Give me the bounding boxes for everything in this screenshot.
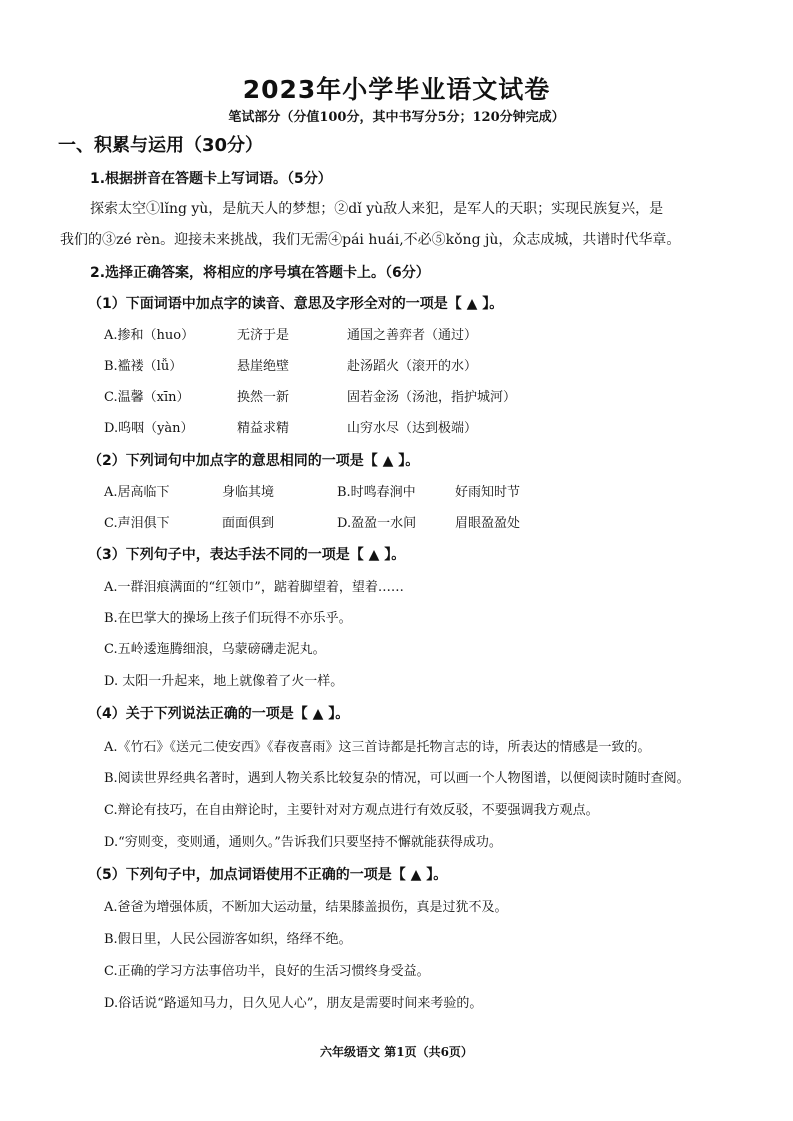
subquestion-3-option-a: A.一群泪痕满面的“红领巾”，踮着脚望着，望着……: [104, 580, 404, 595]
subquestion-5-option-c: C.正确的学习方法事倍功半，良好的生活习惯终身受益。: [104, 964, 430, 979]
page-footer: 六年级语文 第1页（共6页）: [320, 1045, 473, 1059]
subquestion-4-option-a: A.《竹石》《送元二使安西》《春夜喜雨》这三首诗都是托物言志的诗，所表达的情感是一致的。: [104, 740, 651, 755]
option-cell: 通国之善弈者（通过）: [347, 328, 478, 343]
question-1-text-line-1: 探索太空①lǐng yù，是航天人的梦想；②dǐ yù敌人来犯，是军人的天职；实现民族复兴，是: [90, 201, 664, 217]
subquestion-3-option-d: D. 太阳一升起来，地上就像着了火一样。: [104, 674, 344, 689]
option-cell: A.居高临下: [104, 485, 170, 500]
subquestion-2-row-1: [104, 481, 520, 500]
subquestion-5-option-d: D.俗话说“路遥知马力，日久见人心”，朋友是需要时间来考验的。: [104, 996, 483, 1011]
subquestion-4-heading: （4）关于下列说法正确的一项是【 ▲ 】。: [88, 706, 350, 722]
option-cell: 固若金汤（汤池，指护城河）: [347, 390, 517, 405]
option-cell: 赴汤蹈火（滚开的水）: [347, 359, 478, 374]
option-cell: 精益求精: [237, 421, 290, 436]
option-cell: D.呜咽（yàn）: [104, 421, 194, 436]
option-cell: D.盈盈一水间: [337, 516, 417, 531]
subquestion-4-option-b: B.阅读世界经典名著时，遇到人物关系比较复杂的情况，可以画一个人物图谱，以便阅读时随时查阅。: [104, 771, 690, 786]
option-cell: 面面俱到: [222, 516, 275, 531]
subquestion-1-option-b: [104, 355, 477, 374]
subquestion-3-option-c: C.五岭逶迤腾细浪，乌蒙磅礴走泥丸。: [104, 642, 326, 657]
option-cell: A.掺和（huo）: [104, 328, 195, 343]
subquestion-5-option-a: A.爸爸为增强体质，不断加大运动量，结果膝盖损伤，真是过犹不及。: [104, 900, 508, 915]
question-2-heading: 2.选择正确答案，将相应的序号填在答题卡上。（6分）: [90, 265, 430, 281]
option-cell: 无济于是: [237, 328, 290, 343]
question-1-text-line-2: 我们的③zé rèn。迎接未来挑战，我们无需④pái huái,不必⑤kǒng jù，众志成城，共谱时代华章。: [60, 232, 681, 248]
subquestion-1-option-a: [104, 324, 477, 343]
option-cell: B.时鸣春涧中: [337, 485, 416, 500]
option-cell: 好雨知时节: [455, 485, 521, 500]
subquestion-4-option-d: D.“穷则变，变则通，通则久。”告诉我们只要坚持不懈就能获得成功。: [104, 835, 502, 850]
option-cell: 身临其境: [222, 485, 275, 500]
subquestion-5-option-b: B.假日里，人民公园游客如织，络绎不绝。: [104, 932, 352, 947]
subquestion-1-option-d: [104, 417, 477, 436]
option-cell: B.褴褛（lǚ）: [104, 359, 183, 374]
subquestion-3-heading: （3）下列句子中，表达手法不同的一项是【 ▲ 】。: [88, 547, 406, 563]
section-heading: 一、积累与运用（30分）: [58, 135, 264, 156]
option-cell: 眉眼盈盈处: [455, 516, 521, 531]
subquestion-3-option-b: B.在巴掌大的操场上孩子们玩得不亦乐乎。: [104, 611, 352, 626]
subquestion-5-heading: （5）下列句子中，加点词语使用不正确的一项是【 ▲ 】。: [88, 867, 448, 883]
option-cell: C.声泪俱下: [104, 516, 170, 531]
subquestion-1-heading: （1）下面词语中加点字的读音、意思及字形全对的一项是【 ▲ 】。: [88, 296, 504, 312]
subquestion-1-option-c: [104, 386, 516, 405]
option-cell: 换然一新: [237, 390, 290, 405]
option-cell: 山穷水尽（达到极端）: [347, 421, 478, 436]
question-1-heading: 1.根据拼音在答题卡上写词语。（5分）: [90, 171, 332, 187]
subquestion-2-row-2: [104, 512, 520, 531]
page-subtitle: 笔试部分（分值100分，其中书写分5分；120分钟完成）: [228, 110, 565, 125]
subquestion-4-option-c: C.辩论有技巧，在自由辩论时，主要针对对方观点进行有效反驳，不要强调我方观点。: [104, 803, 599, 818]
option-cell: C.温馨（xīn）: [104, 390, 190, 405]
subquestion-2-heading: （2）下列词句中加点字的意思相同的一项是【 ▲ 】。: [88, 453, 420, 469]
option-cell: 悬崖绝壁: [237, 359, 290, 374]
page-title: 2023年小学毕业语文试卷: [242, 75, 551, 104]
